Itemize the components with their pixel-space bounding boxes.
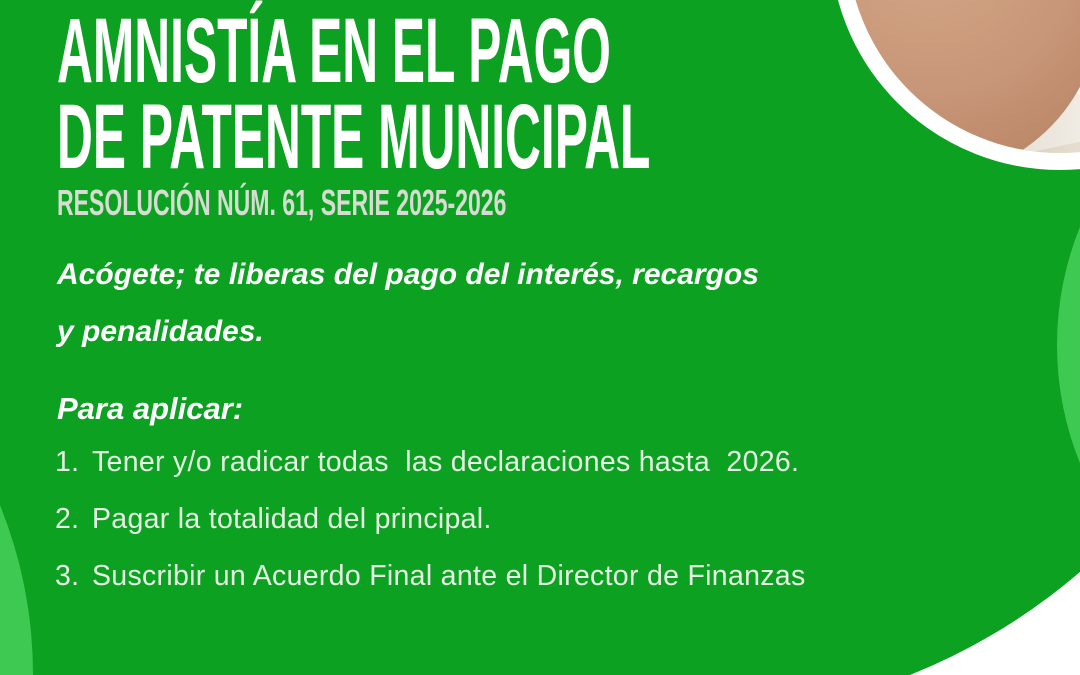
title-line-1: AMNISTÍA EN EL PAGO xyxy=(57,0,611,102)
requirement-item-1 xyxy=(55,434,806,491)
title-line-2: DE PATENTE MUNICIPAL xyxy=(57,86,651,188)
tagline-line-2: y penalidades. xyxy=(57,315,264,348)
requirement-text: Pagar la totalidad del principal. xyxy=(92,503,492,535)
requirements-list xyxy=(55,434,806,605)
subtitle-text: RESOLUCIÓN NÚM. 61, SERIE 2025-2026 xyxy=(57,182,507,223)
tagline-line-1: Acógete; te liberas del pago del interés, recargos xyxy=(57,258,759,291)
poster-title xyxy=(57,0,1080,188)
requirement-item-2 xyxy=(55,491,806,548)
requirement-number: 2. xyxy=(55,503,80,535)
requirement-number: 1. xyxy=(55,446,80,478)
requirement-text: Tener y/o radicar todas las declaraciones hasta 2026. xyxy=(92,446,800,478)
requirement-number: 3. xyxy=(55,560,80,592)
poster-tagline xyxy=(57,246,759,360)
requirement-text: Suscribir un Acuerdo Final ante el Director de Finanzas xyxy=(92,560,806,592)
list-heading: Para aplicar: xyxy=(57,391,244,426)
requirement-item-3 xyxy=(55,548,806,605)
poster-subtitle xyxy=(57,181,759,225)
